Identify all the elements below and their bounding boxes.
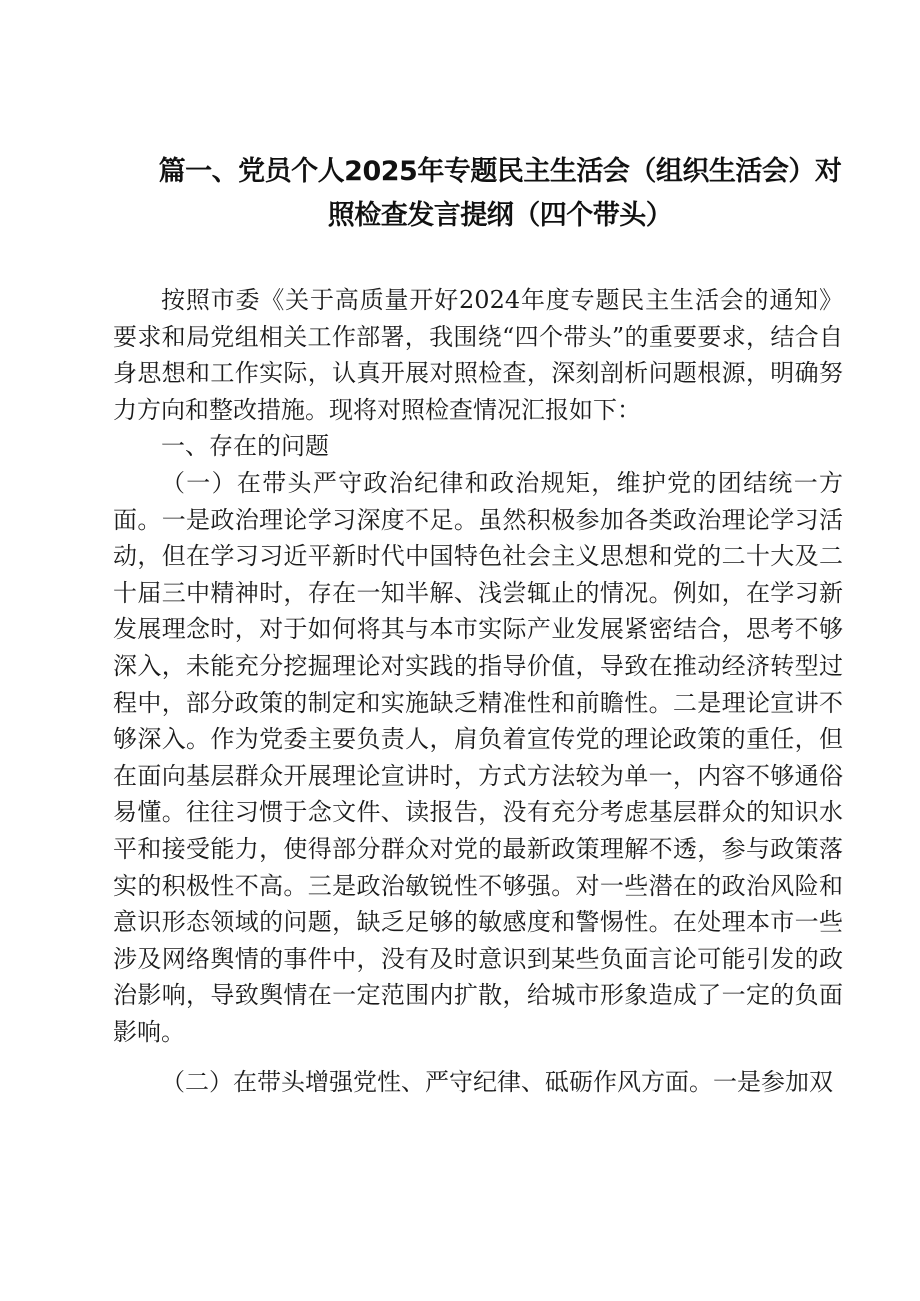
- document-body: [113, 282, 843, 1101]
- paragraph-party-spirit: （二）在带头增强党性、严守纪律、砥砺作风方面。一是参加双: [161, 1068, 833, 1097]
- paragraph-political-discipline: （一）在带头严守政治纪律和政治规矩，维护党的团结统一方面。一是政治理论学习深度不足。虽然积极参加各类政治理论学习活动，但在学习习近平新时代中国特色社会主义思想和党的二十大及二十届三中精神时，存在一知半解、浅尝辄止的情况。例如，在学习新发展理念时，对于如何将其与本市实际产业发展紧密结合，思考不够深入，未能充分挖掘理论对实践的指导价值，导致在推动经济转型过程中，部分政策的制定和实施缺乏精准性和前瞻性。二是理论宣讲不够深入。作为党委主要负责人，肩负着宣传党的理论政策的重任，但在面向基层群众开展理论宣讲时，方式方法较为单一，内容不够通俗易懂。往往习惯于念文件、读报告，没有充分考虑基层群众的知识水平和接受能力，使得部分群众对党的最新政策理解不透，参与政策落实的积极性不高。三是政治敏锐性不够强。对一些潜在的政治风险和意识形态领域的问题，缺乏足够的敏感度和警惕性。在处理本市一些涉及网络舆情的事件中，没有及时意识到某些负面言论可能引发的政治影响，导致舆情在一定范围内扩散，给城市形象造成了一定的负面影响。: [113, 468, 843, 1046]
- section-heading-problems: 一、存在的问题: [161, 432, 329, 461]
- intro-paragraph: 按照市委《关于高质量开好2024年度专题民主生活会的通知》要求和局党组相关工作部署，我围绕“四个带头”的重要要求，结合自身思想和工作实际，认真开展对照检查，深刻剖析问题根源，明确努力方向和整改措施。现将对照检查情况汇报如下：: [113, 286, 843, 424]
- document-title: 篇一、党员个人2025年专题民主生活会（组织生活会）对照检查发言提纲（四个带头）: [158, 156, 842, 231]
